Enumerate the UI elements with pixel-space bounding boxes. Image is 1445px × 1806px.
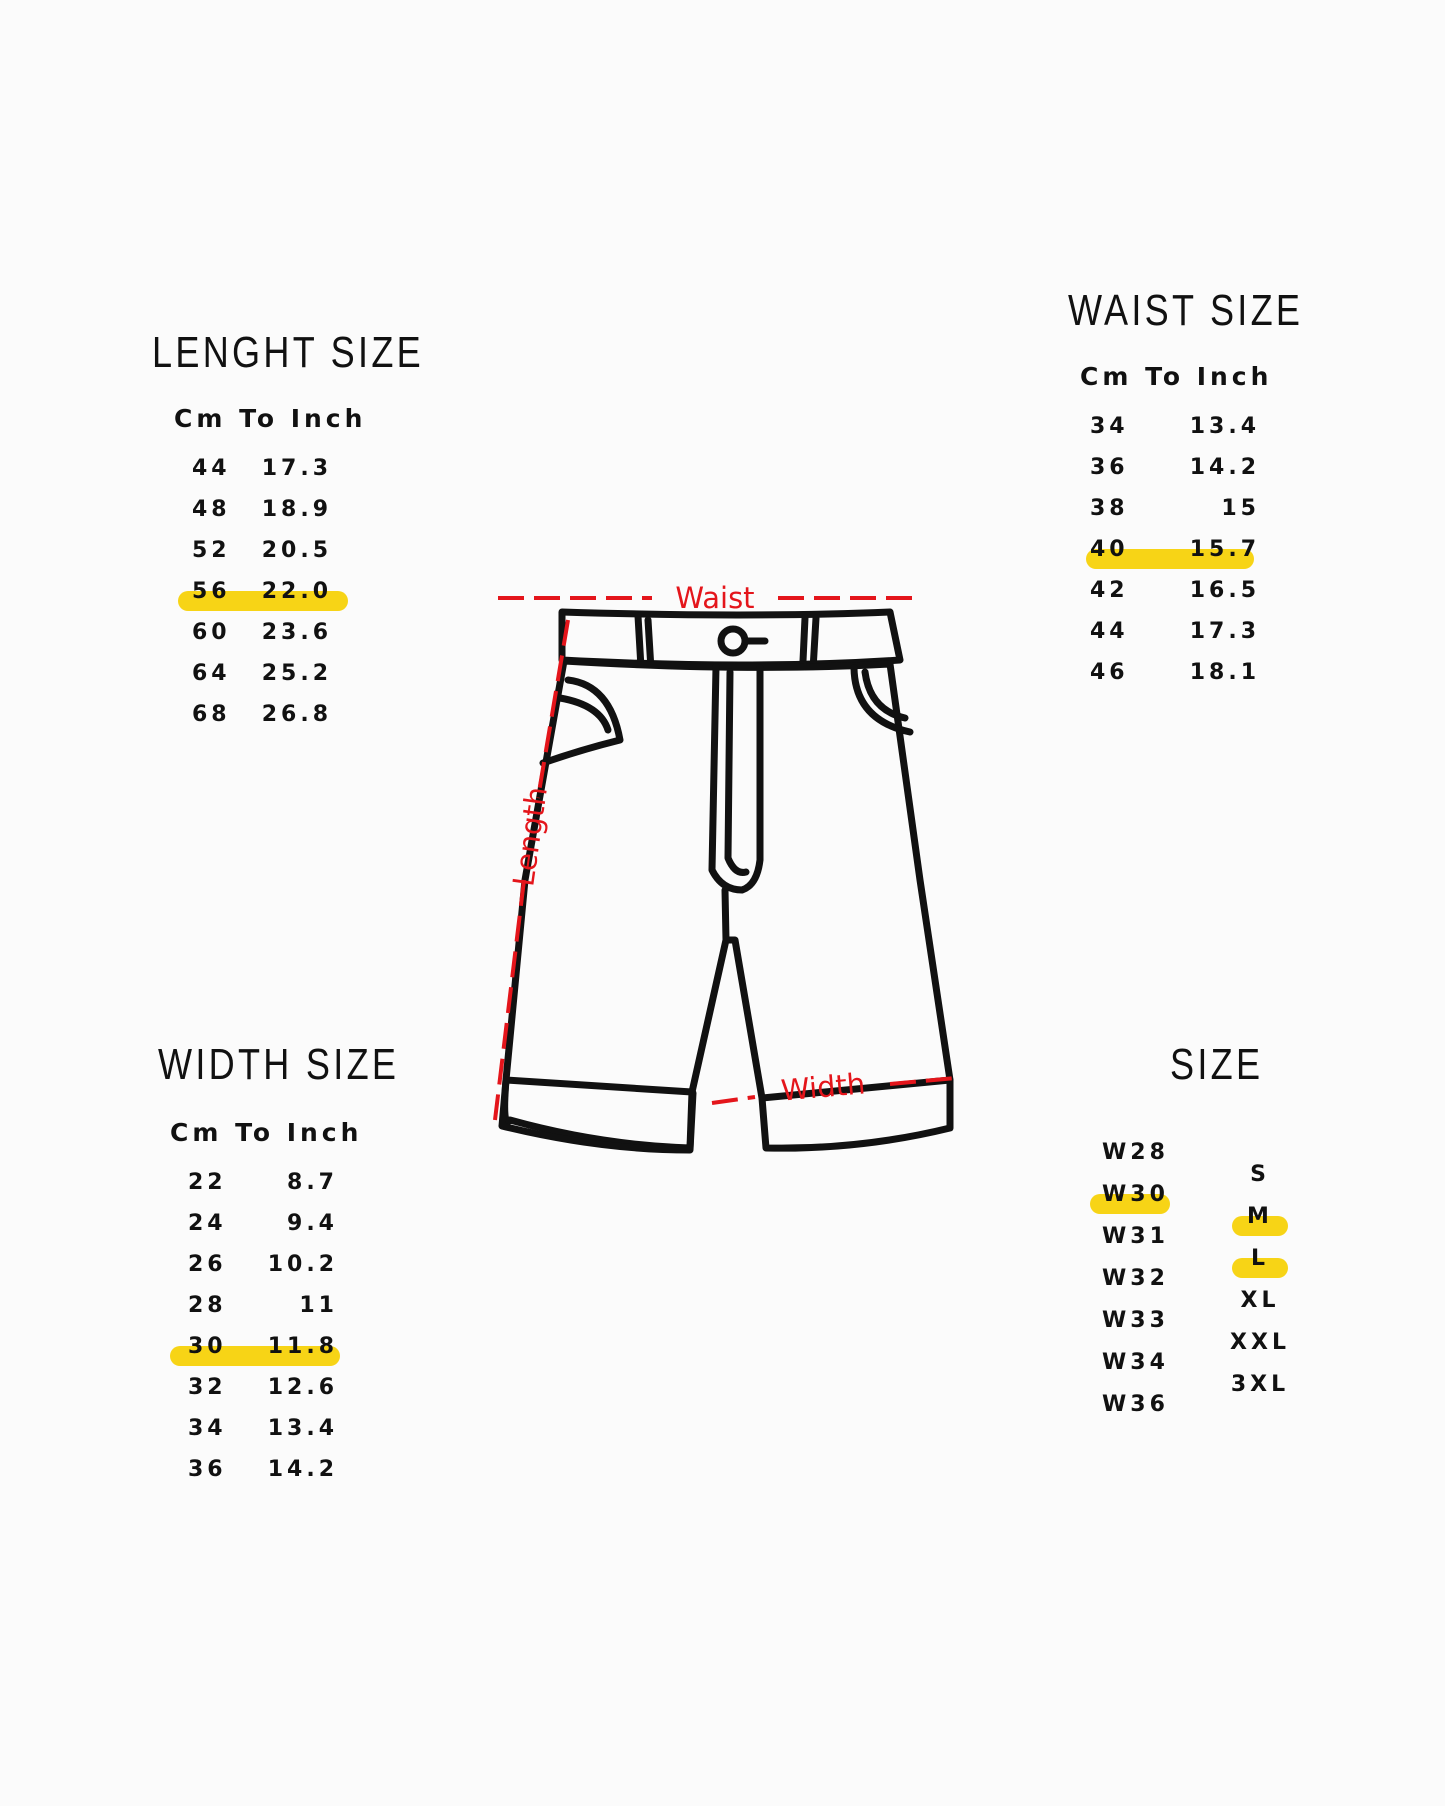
inch-value: 17.3 (261, 456, 332, 481)
cm-value: 60 (192, 620, 231, 645)
width-table-row (158, 1211, 418, 1251)
size-label: XXL (1230, 1330, 1290, 1355)
width-table-row (158, 1457, 418, 1497)
inch-value: 14.2 (267, 1457, 338, 1482)
size-label: W28 (1102, 1140, 1169, 1165)
waist-table-row (1068, 619, 1328, 659)
size-list-item (1090, 1392, 1210, 1432)
size-label: M (1247, 1204, 1273, 1229)
width-label: Width (779, 1066, 867, 1108)
size-label: L (1250, 1246, 1270, 1271)
inch-value: 16.5 (1189, 578, 1260, 603)
width-table-row (158, 1334, 418, 1374)
size-list-item (1090, 1224, 1210, 1264)
waist-table-row (1068, 414, 1328, 454)
waist-size-list (1090, 1140, 1210, 1440)
size-list-item (1220, 1162, 1340, 1202)
cm-value: 36 (188, 1457, 227, 1482)
cm-value: 56 (192, 579, 231, 604)
size-label: 3XL (1230, 1372, 1290, 1397)
length-table-row (152, 620, 412, 660)
waist-unit-header: Cm To Inch (1080, 362, 1273, 391)
width-unit-header: Cm To Inch (170, 1118, 363, 1147)
waist-table-row (1068, 537, 1328, 577)
inch-value: 12.6 (267, 1375, 338, 1400)
inch-value: 11.8 (267, 1334, 338, 1359)
width-table-row (158, 1252, 418, 1292)
cm-value: 30 (188, 1334, 227, 1359)
size-list-item (1090, 1350, 1210, 1390)
size-list-item (1220, 1246, 1340, 1286)
cm-value: 28 (188, 1293, 227, 1318)
cm-value: 52 (192, 538, 231, 563)
width-table-row (158, 1170, 418, 1210)
size-label: W34 (1102, 1350, 1169, 1375)
waist-table-row (1068, 578, 1328, 618)
length-size-section (152, 328, 452, 748)
width-size-title: WIDTH SIZE (158, 1040, 400, 1089)
cm-value: 34 (1090, 414, 1129, 439)
size-list-item (1220, 1330, 1340, 1370)
waist-size-section (1068, 286, 1368, 706)
size-list-item (1220, 1372, 1340, 1412)
inch-value: 9.4 (287, 1211, 338, 1236)
inch-value: 20.5 (261, 538, 332, 563)
cm-value: 32 (188, 1375, 227, 1400)
waist-table (1068, 414, 1368, 714)
size-label: W32 (1102, 1266, 1169, 1291)
size-list-item (1090, 1308, 1210, 1348)
length-table-row (152, 538, 412, 578)
cm-value: 38 (1090, 496, 1129, 521)
cm-value: 44 (1090, 619, 1129, 644)
length-table (152, 456, 452, 756)
length-table-row (152, 702, 412, 742)
cm-value: 44 (192, 456, 231, 481)
size-label: W31 (1102, 1224, 1169, 1249)
length-unit-header: Cm To Inch (174, 404, 367, 433)
size-list-item (1090, 1140, 1210, 1180)
waistband-outline (562, 612, 900, 665)
inch-value: 25.2 (261, 661, 332, 686)
inch-value: 26.8 (261, 702, 332, 727)
cm-value: 24 (188, 1211, 227, 1236)
waist-label: Waist (675, 581, 755, 615)
width-size-section (158, 1040, 458, 1520)
width-measure-line-left (712, 1097, 755, 1103)
waist-table-row (1068, 660, 1328, 700)
size-list-item (1220, 1204, 1340, 1244)
size-label: XL (1240, 1288, 1280, 1313)
width-table-row (158, 1375, 418, 1415)
letter-size-list (1220, 1162, 1330, 1422)
length-label: Length (506, 784, 554, 889)
length-table-row (152, 661, 412, 701)
cm-value: 36 (1090, 455, 1129, 480)
cm-value: 68 (192, 702, 231, 727)
inch-value: 23.6 (261, 620, 332, 645)
cm-value: 64 (192, 661, 231, 686)
length-table-row (152, 456, 412, 496)
waist-table-row (1068, 455, 1328, 495)
size-label: W33 (1102, 1308, 1169, 1333)
cm-value: 22 (188, 1170, 227, 1195)
size-list-item (1220, 1288, 1340, 1328)
inch-value: 18.9 (261, 497, 332, 522)
inch-value: 8.7 (287, 1170, 338, 1195)
inch-value: 10.2 (267, 1252, 338, 1277)
shorts-icon (450, 560, 1010, 1160)
inch-value: 13.4 (267, 1416, 338, 1441)
size-label: W36 (1102, 1392, 1169, 1417)
inch-value: 13.4 (1189, 414, 1260, 439)
cm-value: 42 (1090, 578, 1129, 603)
cm-value: 48 (192, 497, 231, 522)
inch-value: 18.1 (1189, 660, 1260, 685)
length-size-title: LENGHT SIZE (152, 328, 424, 377)
size-section (1090, 1040, 1350, 1460)
cm-value: 34 (188, 1416, 227, 1441)
waist-size-title: WAIST SIZE (1068, 286, 1304, 335)
size-title: SIZE (1170, 1040, 1264, 1089)
width-table-row (158, 1293, 418, 1333)
length-table-row (152, 579, 412, 619)
width-table (158, 1170, 458, 1510)
inch-value: 17.3 (1189, 619, 1260, 644)
cm-value: 26 (188, 1252, 227, 1277)
length-table-row (152, 497, 412, 537)
size-label: W30 (1102, 1182, 1169, 1207)
inch-value: 11 (299, 1293, 338, 1318)
cm-value: 46 (1090, 660, 1129, 685)
size-label: S (1250, 1162, 1270, 1187)
width-table-row (158, 1416, 418, 1456)
inch-value: 15 (1221, 496, 1260, 521)
size-list-item (1090, 1266, 1210, 1306)
inch-value: 14.2 (1189, 455, 1260, 480)
waist-table-row (1068, 496, 1328, 536)
inch-value: 22.0 (261, 579, 332, 604)
inch-value: 15.7 (1189, 537, 1260, 562)
cm-value: 40 (1090, 537, 1129, 562)
size-list-item (1090, 1182, 1210, 1222)
